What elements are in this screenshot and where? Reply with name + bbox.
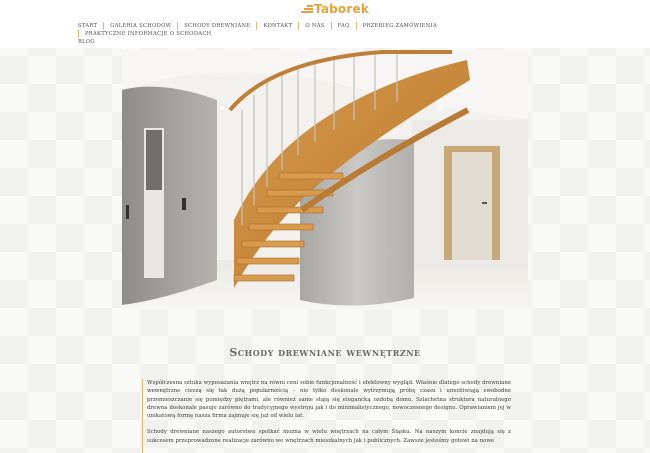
content-paragraph: Współczesna sztuka wyposażania wnętrz na równi ceni sobie funkcjonalność i efektowny wygląd. Właśnie dlatego schody drewniane wewnętrzne cieszą się tak dużą popularnością – nie tylko doskonale wytrzymują próbę czasu i umożliwiają swobodne przemieszczanie się pomiędzy piętrami, ale również same stają się elegancką ozdobą domu. Szlachetna struktura naturalnego drewna doskonale pasuje zarówno do tradycyjnego wystroju jak i do minimalistycznego, nowoczesnego designu. Oprawianiem jej w unikatową formę nasza firma zajmuje się już od wielu lat. xyxy=(147,380,511,420)
nav-item-about[interactable]: O NAS xyxy=(298,22,330,30)
main-content xyxy=(142,379,511,453)
page-title: Schody drewniane wewnętrzne xyxy=(229,346,421,360)
nav-item-gallery[interactable]: GALERIA SCHODÓW xyxy=(103,22,177,30)
spiral-wooden-stairs-photo-icon xyxy=(122,50,528,310)
site-logo[interactable] xyxy=(301,1,369,17)
nav-item-faq[interactable]: FAQ xyxy=(331,22,356,30)
nav-item-practical-info[interactable]: PRAKTYCZNE INFORMACJE O SCHODACH xyxy=(78,30,217,38)
logo-stairs-icon xyxy=(301,4,313,15)
nav-item-order-process[interactable]: PRZEBIEG ZAMÓWIENIA xyxy=(356,22,443,30)
nav-item-contact[interactable]: KONTAKT xyxy=(256,22,298,30)
site-header xyxy=(0,0,650,48)
nav-item-start[interactable]: START xyxy=(78,23,98,29)
content-paragraph: Schody drewniane naszego autorstwa spotkać można w wielu wnętrzach na całym Śląsku. Na naszym koncie znajdują się z sukcesem przeprowadzone realizacje zarówno we wnętrzach mieszkalnych jak i publicznych. Zawsze jesteśmy gotowi na nowe xyxy=(147,429,511,444)
nav-item-wooden-stairs[interactable]: SCHODY DREWNIANE xyxy=(177,22,256,30)
hero-image xyxy=(122,50,528,310)
nav-item-blog[interactable]: BLOG xyxy=(78,39,95,45)
logo-text: Taborek xyxy=(314,2,370,16)
main-navigation xyxy=(78,22,568,46)
